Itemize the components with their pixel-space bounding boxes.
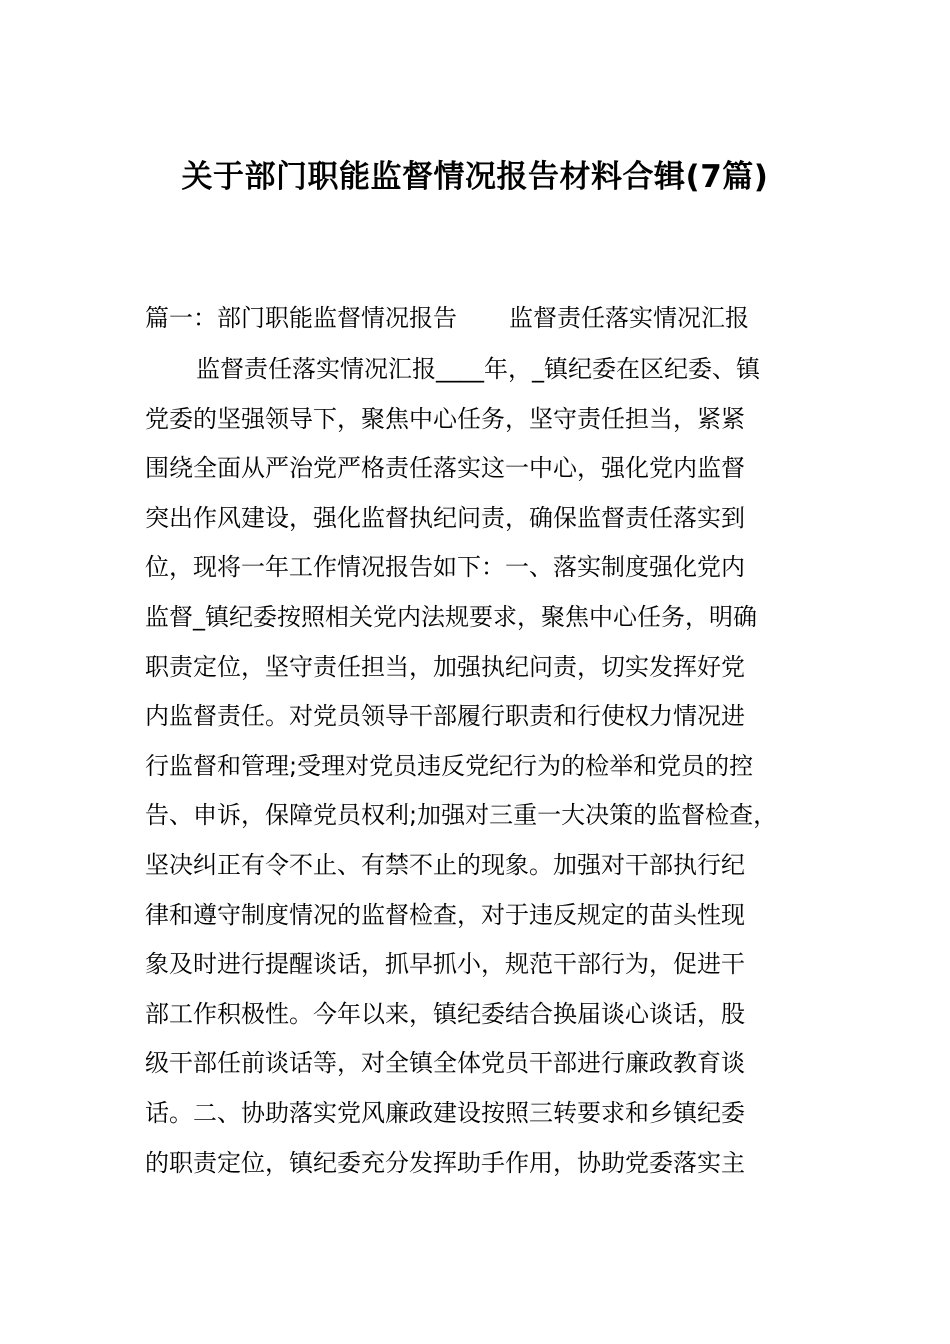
body-line: 监督_镇纪委按照相关党内法规要求，聚焦中心任务，明确 — [145, 602, 757, 631]
body-line: 突出作风建设，强化监督执纪问责，确保监督责任落实到 — [145, 503, 745, 532]
body-line: 职责定位，坚守责任担当，加强执纪问责，切实发挥好党 — [145, 652, 745, 681]
section-heading — [145, 298, 749, 338]
body-line: 部工作积极性。今年以来，镇纪委结合换届谈心谈话，股 — [145, 999, 745, 1028]
body-text — [145, 349, 845, 1192]
body-line: 监督责任落实情况汇报____年，_镇纪委在区纪委、镇 — [196, 355, 760, 383]
body-line: 象及时进行提醒谈话，抓早抓小，规范干部行为，促进干 — [145, 950, 745, 979]
body-line: 的职责定位，镇纪委充分发挥助手作用，协助党委落实主 — [145, 1148, 745, 1177]
section-subtitle: 监督责任落实情况汇报 — [509, 304, 749, 332]
document-title: 关于部门职能监督情况报告材料合辑(7篇) — [181, 159, 769, 195]
body-line: 级干部任前谈话等，对全镇全体党员干部进行廉政教育谈 — [145, 1049, 745, 1078]
body-line: 坚决纠正有令不止、有禁不止的现象。加强对干部执行纪 — [145, 850, 745, 879]
section-part-label: 篇一：部门职能监督情况报告 — [145, 304, 457, 332]
body-line: 党委的坚强领导下，聚焦中心任务，坚守责任担当，紧紧 — [145, 404, 745, 433]
body-line: 内监督责任。对党员领导干部履行职责和行使权力情况进 — [145, 702, 745, 731]
body-line: 围绕全面从严治党严格责任落实这一中心，强化党内监督 — [145, 454, 745, 483]
body-line: 律和遵守制度情况的监督检查，对于违反规定的苗头性现 — [145, 900, 745, 929]
body-line: 告、申诉，保障党员权利;加强对三重一大决策的监督检查， — [145, 801, 778, 830]
body-line: 位，现将一年工作情况报告如下：一、落实制度强化党内 — [145, 553, 745, 582]
body-line: 话。二、协助落实党风廉政建设按照三转要求和乡镇纪委 — [145, 1098, 745, 1127]
body-line: 行监督和管理;受理对党员违反党纪行为的检举和党员的控 — [145, 751, 754, 780]
